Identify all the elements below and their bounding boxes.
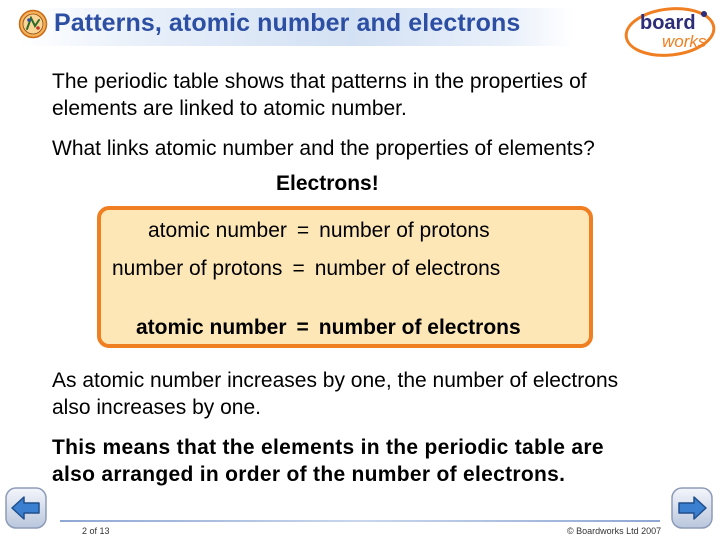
footer-divider [60, 520, 660, 522]
equation-left: number of protons [112, 257, 283, 280]
title-bar [0, 0, 720, 60]
equals-sign: = [292, 257, 305, 280]
increase-paragraph [52, 367, 618, 421]
increase-line-2: also increases by one. [52, 396, 261, 419]
chemistry-badge-icon [18, 9, 48, 39]
increase-line-1: As atomic number increases by one, the number of electrons [52, 369, 619, 392]
intro-line-2: elements are linked to atomic number. [52, 97, 407, 120]
equation-row [148, 219, 490, 243]
copyright-text: © Boardworks Ltd 2007 [567, 526, 662, 536]
equation-result-row [136, 316, 521, 340]
question-text: What links atomic number and the properties of elements? [52, 137, 595, 160]
equation-left: atomic number [148, 219, 287, 242]
equation-right: number of protons [319, 219, 490, 242]
next-slide-button[interactable] [670, 486, 714, 530]
conclusion-line-2: also arranged in order of the number of electrons. [52, 463, 566, 486]
equation-right: number of electrons [314, 257, 501, 280]
equation-row [112, 257, 500, 281]
equals-sign: = [296, 219, 310, 242]
equation-right: number of electrons [318, 316, 521, 339]
page-title: Patterns, atomic number and electrons [54, 9, 521, 37]
intro-line-1: The periodic table shows that patterns in the properties of [52, 70, 587, 93]
equals-sign: = [296, 316, 309, 339]
svg-text:works: works [662, 32, 707, 51]
equation-left: atomic number [136, 316, 287, 339]
answer-text: Electrons! [276, 172, 379, 195]
boardworks-logo [624, 4, 718, 58]
conclusion-line-1: This means that the elements in the periodic table are [52, 436, 604, 459]
conclusion-paragraph [52, 434, 604, 488]
intro-paragraph [52, 68, 587, 122]
previous-slide-button[interactable] [4, 486, 48, 530]
svg-text:board: board [640, 12, 696, 34]
page-number: 2 of 13 [82, 526, 110, 536]
